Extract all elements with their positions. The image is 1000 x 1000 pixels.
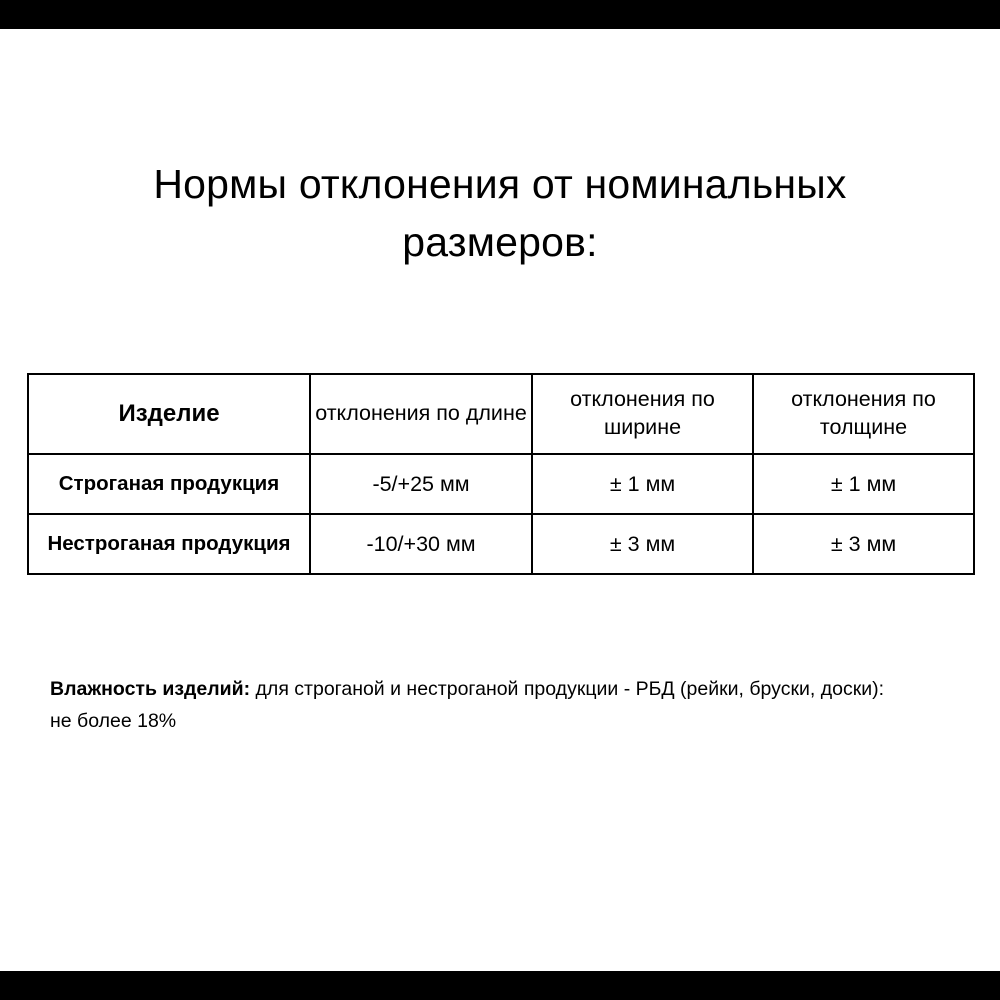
moisture-note: [50, 674, 950, 737]
column-header-width: отклонения по ширине: [532, 374, 753, 454]
deviation-table-container: [27, 373, 973, 575]
table-row: [28, 514, 974, 574]
column-header-product: Изделие: [28, 374, 310, 454]
moisture-note-text: для строганой и нестроганой продукции - РБД (рейки, бруски, доски):: [250, 678, 885, 700]
cell-product: Нестроганая продукция: [28, 514, 310, 574]
cell-width: ± 1 мм: [532, 454, 753, 514]
cell-width: ± 3 мм: [532, 514, 753, 574]
slide-canvas: [0, 29, 1000, 971]
column-header-thickness: отклонения по толщине: [753, 374, 974, 454]
moisture-note-label: Влажность изделий:: [50, 678, 251, 700]
moisture-note-line2: не более 18%: [50, 709, 177, 732]
page-title: Нормы отклонения от номинальных размеров:: [153, 161, 847, 266]
column-header-length: отклонения по длине: [310, 374, 532, 454]
cell-thickness: ± 1 мм: [753, 454, 974, 514]
table-row: [28, 454, 974, 514]
cell-product: Строганая продукция: [28, 454, 310, 514]
deviation-table: [27, 373, 975, 575]
cell-length: -10/+30 мм: [310, 514, 532, 574]
cell-length: -5/+25 мм: [310, 454, 532, 514]
cell-thickness: ± 3 мм: [753, 514, 974, 574]
table-header-row: [28, 374, 974, 454]
